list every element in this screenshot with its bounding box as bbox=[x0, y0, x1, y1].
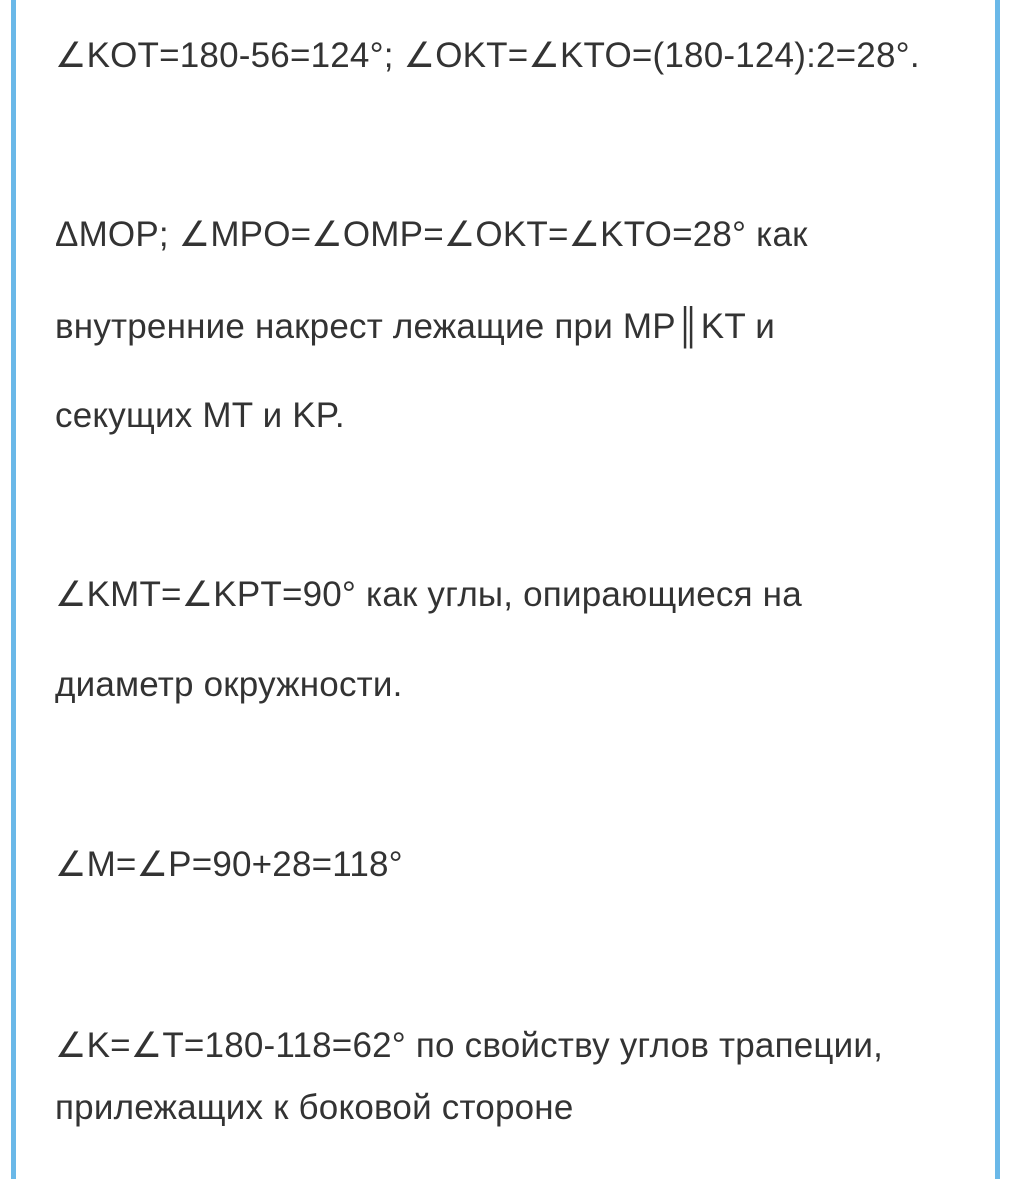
text-line-2: ΔMOP; ∠MPO=∠OMP=∠OKT=∠KTO=28° как bbox=[55, 215, 808, 254]
text-line-9: прилежащих к боковой стороне bbox=[55, 1088, 574, 1127]
text-line-8: ∠K=∠T=180-118=62° по свойству углов трапеции, bbox=[55, 1026, 884, 1065]
text-line-4: секущих MT и KP. bbox=[55, 396, 345, 435]
text-line-5: ∠KMT=∠KPT=90° как углы, опирающиеся на bbox=[55, 575, 802, 614]
text-line-3: внутренние накрест лежащие при MP║KT и bbox=[55, 307, 775, 346]
text-line-1: ∠KOT=180-56=124°; ∠OKT=∠KTO=(180-124):2=28°. bbox=[55, 36, 920, 75]
text-line-7: ∠M=∠P=90+28=118° bbox=[55, 845, 403, 884]
text-line-6: диаметр окружности. bbox=[55, 665, 403, 704]
